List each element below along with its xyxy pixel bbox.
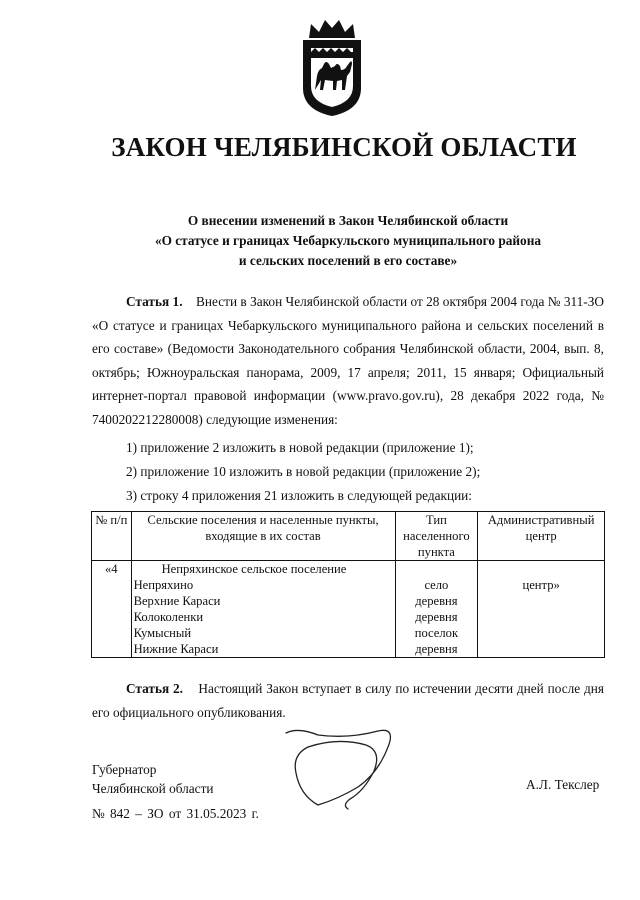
header-center: Административный центр — [478, 512, 605, 561]
locality-name: Верхние Караси — [133, 594, 221, 608]
locality-type: деревня — [415, 642, 458, 656]
row-num: «4 — [92, 561, 132, 658]
locality-type: деревня — [415, 610, 458, 624]
article-2 — [92, 677, 604, 724]
amendment-item: 3) строку 4 приложения 21 изложить в следующей редакции: — [126, 488, 472, 503]
law-number: № 842 – ЗО от 31.05.2023 г. — [92, 806, 259, 821]
subtitle-line: О внесении изменений в Закон Челябинской области — [187, 213, 509, 228]
settlements-table — [91, 511, 605, 658]
row-types — [395, 561, 478, 658]
row-settlements — [131, 561, 395, 658]
locality-name: Кумысный — [133, 626, 192, 640]
table-row — [92, 561, 605, 658]
header-num: № п/п — [92, 512, 132, 561]
article-2-text: Настоящий Закон вступает в силу по истечении десяти дней после дня его официального опубликования. — [92, 681, 604, 720]
law-subtitle — [0, 211, 640, 271]
header-settlement: Сельские поселения и населенные пункты, входящие в их состав — [131, 512, 395, 561]
amendment-item: 1) приложение 2 изложить в новой редакции (приложение 1); — [126, 440, 474, 455]
locality-name: Нижние Караси — [133, 642, 219, 656]
row-center — [478, 561, 605, 658]
governor-position — [92, 760, 214, 798]
locality-center: центр» — [522, 578, 560, 592]
locality-type: поселок — [414, 626, 459, 640]
header-type: Тип населенного пункта — [395, 512, 478, 561]
position-line: Челябинской области — [92, 781, 214, 796]
article-1 — [92, 290, 604, 431]
position-line: Губернатор — [92, 762, 157, 777]
governor-name: А.Л. Текслер — [526, 777, 600, 792]
article-1-text: Внести в Закон Челябинской области от 28 октября 2004 года № 311-ЗО «О статусе и границах Чебаркульского муниципального района и сельских поселений в его составе» (Ведомости Законодательного собрания Челябинской области, 2004, вып. 8, октябрь; Южноуральская панорама, 2009, 17 апреля; 2011, 15 января; Официальный интернет-портал правовой информации (www.pravo.gov.ru), 28 декабря 2022 года, № 7400202212280008) следующие изменения: — [92, 294, 605, 427]
law-title: ЗАКОН ЧЕЛЯБИНСКОЙ ОБЛАСТИ — [111, 132, 577, 162]
locality-type: село — [424, 578, 449, 592]
locality-type: деревня — [415, 594, 458, 608]
subtitle-line: «О статусе и границах Чебаркульского муниципального района — [154, 233, 542, 248]
article-2-label: Статья 2. — [126, 681, 183, 696]
amendment-item: 2) приложение 10 изложить в новой редакции (приложение 2); — [126, 464, 481, 479]
locality-name: Колоколенки — [133, 610, 204, 624]
article-1-label: Статья 1. — [126, 294, 183, 309]
table-header-row — [92, 512, 605, 561]
locality-name: Непряхино — [133, 578, 194, 592]
subtitle-line: и сельских поселений в его составе» — [238, 253, 458, 268]
coat-of-arms-emblem — [295, 18, 369, 118]
handwritten-signature — [278, 725, 400, 815]
settlement-head: Непряхинское сельское поселение — [161, 562, 347, 576]
